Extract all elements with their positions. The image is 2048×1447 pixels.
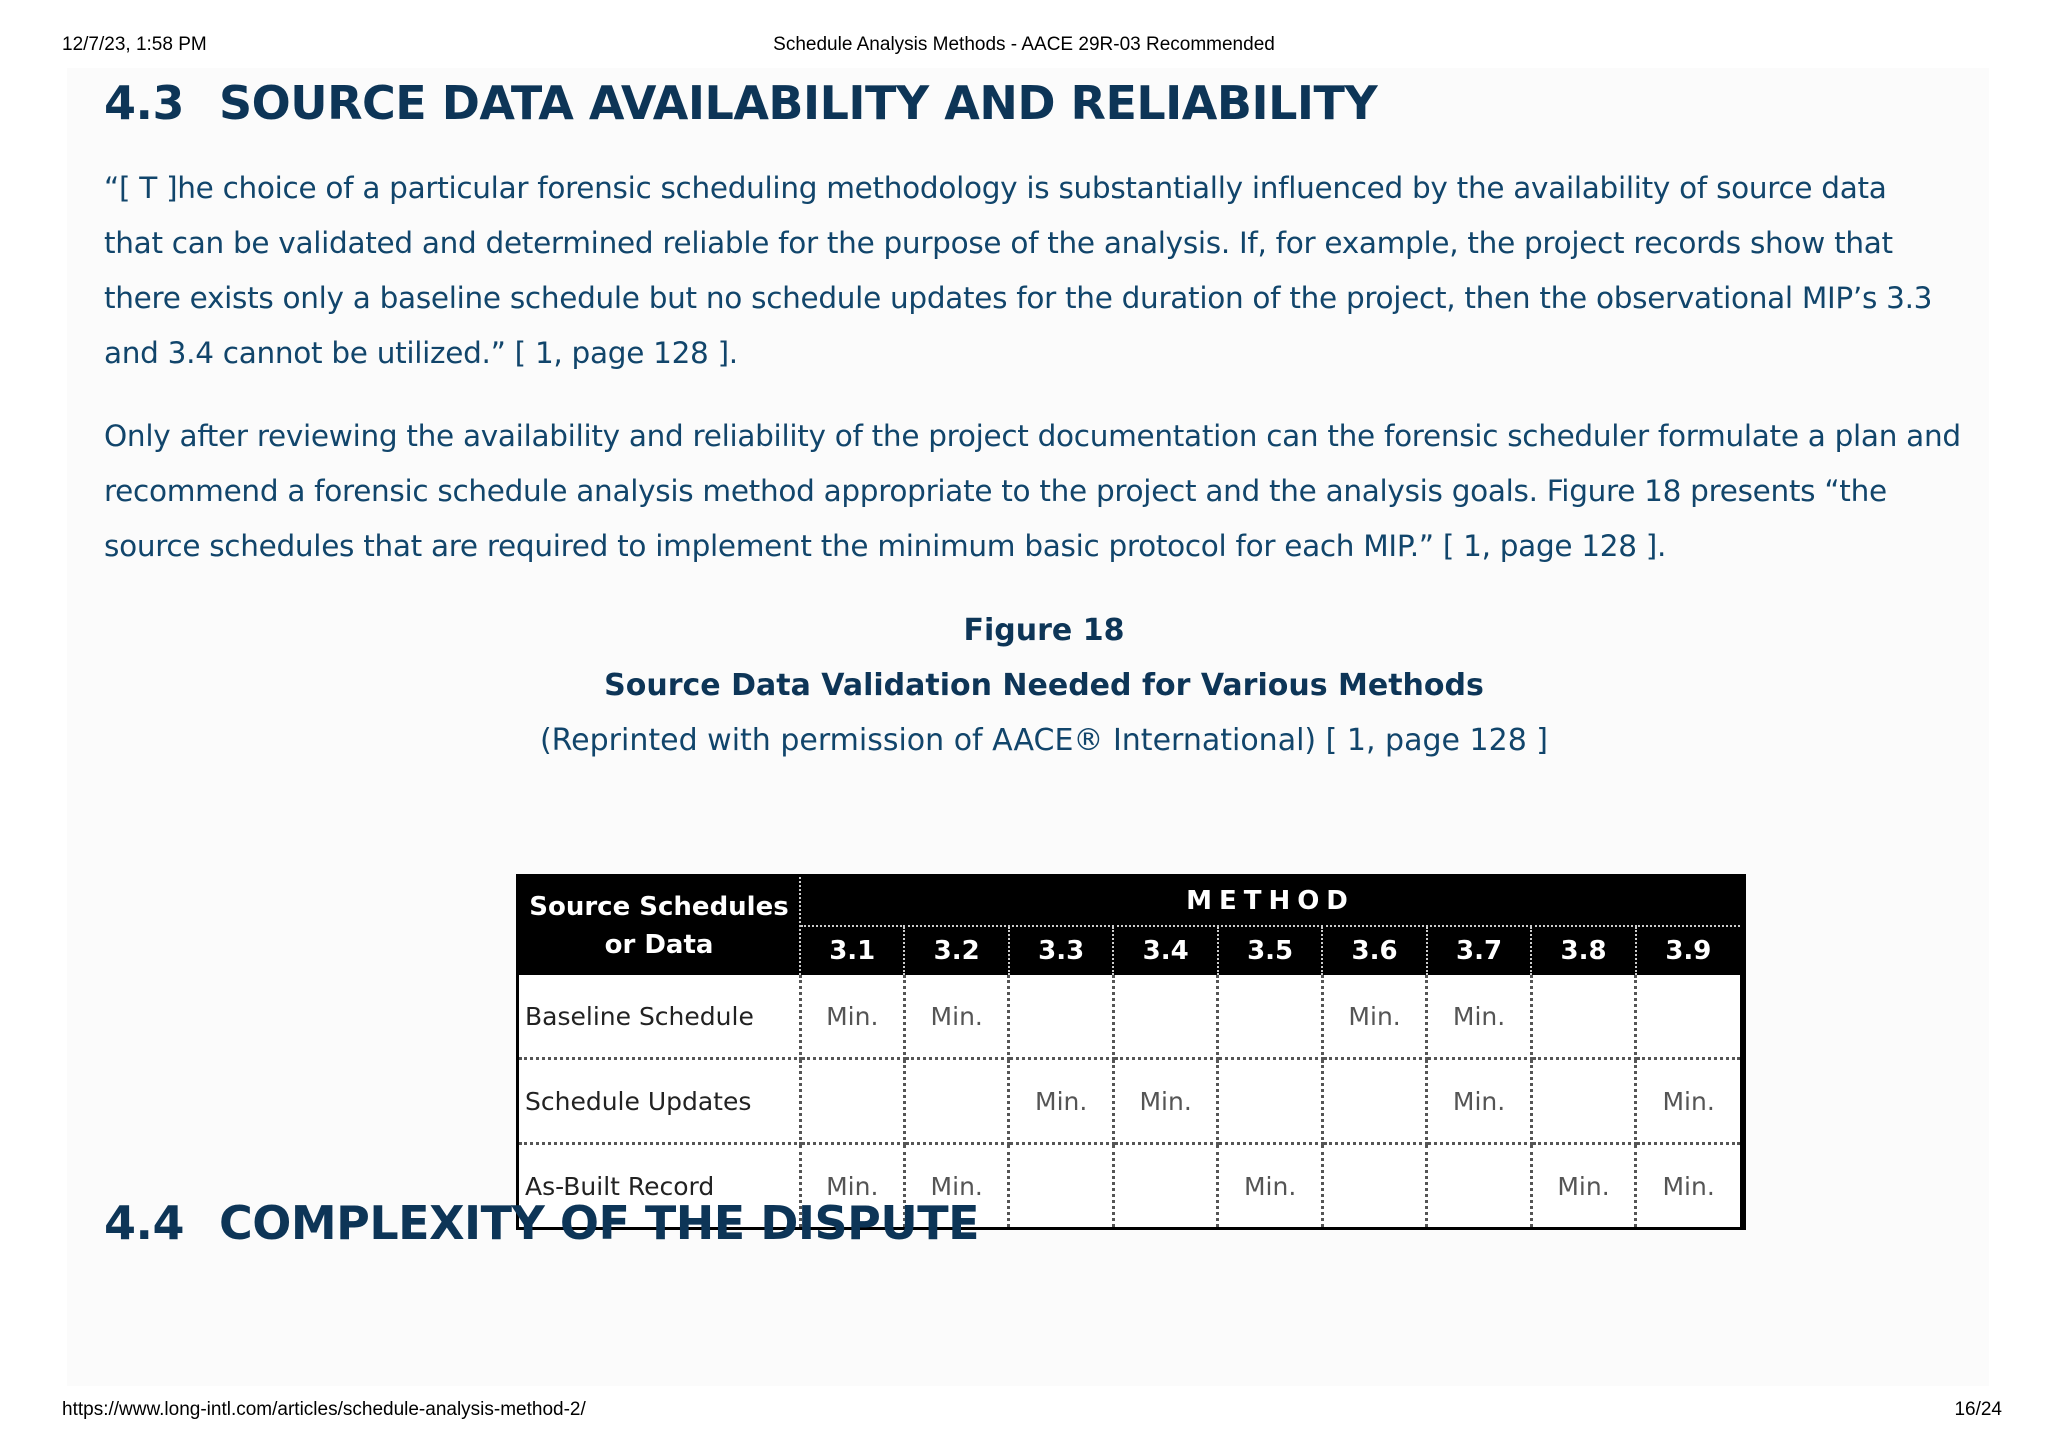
paragraph-line: “[ T ]he choice of a particular forensic scheduling methodology is substantially influenced by the availability of source data: [104, 171, 1887, 205]
paragraph-line: there exists only a baseline schedule but no schedule updates for the duration of the project, then the observational MIP’s 3.3: [104, 281, 1933, 315]
row-label: Schedule Updates: [518, 1059, 801, 1144]
table-cell: [1322, 1144, 1426, 1229]
method-header: METHOD: [800, 876, 1743, 927]
table-cell: Min.: [1427, 975, 1531, 1059]
corner-header: [518, 876, 801, 976]
table-cell: Min.: [1531, 1144, 1635, 1229]
table-cell: Min.: [1636, 1059, 1743, 1144]
method-column-header: 3.5: [1218, 926, 1322, 975]
paragraph-line: that can be validated and determined reliable for the purpose of the analysis. If, for example, the project records show that: [104, 226, 1893, 260]
table-cell: [1636, 975, 1743, 1059]
figure-title: Source Data Validation Needed for Various Methods: [604, 668, 1484, 703]
method-column-header: 3.4: [1113, 926, 1217, 975]
table-cell: [1427, 1144, 1531, 1229]
table-cell: Min.: [1427, 1059, 1531, 1144]
table-cell: Min.: [1009, 1059, 1113, 1144]
table-row: [518, 975, 1744, 1059]
method-column-header: 3.9: [1636, 926, 1743, 975]
table-cell: Min.: [1113, 1059, 1217, 1144]
method-column-header: 3.6: [1322, 926, 1426, 975]
table-cell: [904, 1059, 1008, 1144]
table-cell: Min.: [1218, 1144, 1322, 1229]
article-page: [67, 68, 1989, 1386]
table-cell: [1322, 1059, 1426, 1144]
method-column-header: 3.2: [904, 926, 1008, 975]
section-title: COMPLEXITY OF THE DISPUTE: [219, 1196, 980, 1250]
method-column-header: 3.7: [1427, 926, 1531, 975]
paragraph-line: Only after reviewing the availability and reliability of the project documentation can the forensic scheduler formulate a plan and: [104, 419, 1961, 453]
table-cell: [1218, 975, 1322, 1059]
table-cell: Min.: [904, 975, 1008, 1059]
figure-credit: (Reprinted with permission of AACE® International) [ 1, page 128 ]: [539, 723, 1549, 758]
print-header: [0, 34, 2048, 58]
table-cell: Min.: [800, 975, 904, 1059]
table-cell: Min.: [1322, 975, 1426, 1059]
paragraph-line: and 3.4 cannot be utilized.” [ 1, page 128 ].: [104, 336, 738, 370]
row-label: Baseline Schedule: [518, 975, 801, 1059]
section-title: SOURCE DATA AVAILABILITY AND RELIABILITY: [219, 76, 1378, 130]
row-label: As-Built Record: [518, 1144, 801, 1229]
section-number: 4.4: [104, 1196, 184, 1250]
paragraph-line: recommend a forensic schedule analysis method appropriate to the project and the analysis goals. Figure 18 presents “the: [104, 474, 1887, 508]
figure-label: Figure 18: [963, 613, 1125, 648]
table-cell: [1009, 1144, 1113, 1229]
table-cell: Min.: [1662, 1171, 1715, 1201]
method-column-header: 3.3: [1009, 926, 1113, 975]
source-data-table: [516, 874, 1746, 1230]
page-number: 16/24: [1954, 1399, 2002, 1420]
paragraph-line: source schedules that are required to implement the minimum basic protocol for each MIP.” [ 1, page 128 ].: [104, 529, 1667, 563]
table-row: [518, 1059, 1744, 1144]
table-cell: [800, 1059, 904, 1144]
table-cell: [1113, 1144, 1217, 1229]
body-paragraph: [104, 409, 1984, 574]
table-cell: Min.: [800, 1144, 904, 1229]
method-column-header: 3.1: [800, 926, 904, 975]
method-column-header: 3.8: [1531, 926, 1635, 975]
corner-header-line: Source Schedules: [529, 892, 789, 922]
corner-header-line: or Data: [604, 930, 714, 960]
section-number: 4.3: [104, 76, 184, 130]
table-cell: [1218, 1059, 1322, 1144]
table-cell: [1113, 975, 1217, 1059]
table-cell: [1531, 1059, 1635, 1144]
section-heading-4-4: [104, 1196, 979, 1250]
table-cell: Min.: [904, 1144, 1008, 1229]
section-heading-4-3: [104, 76, 1377, 130]
print-title: Schedule Analysis Methods - AACE 29R-03 Recommended: [773, 34, 1275, 55]
page-url: https://www.long-intl.com/articles/schedule-analysis-method-2/: [62, 1399, 586, 1420]
print-footer: [0, 1399, 2048, 1423]
quote-paragraph: [104, 161, 1984, 381]
print-datetime: 12/7/23, 1:58 PM: [62, 34, 207, 55]
table-cell: [1531, 975, 1635, 1059]
table-cell: [1009, 975, 1113, 1059]
